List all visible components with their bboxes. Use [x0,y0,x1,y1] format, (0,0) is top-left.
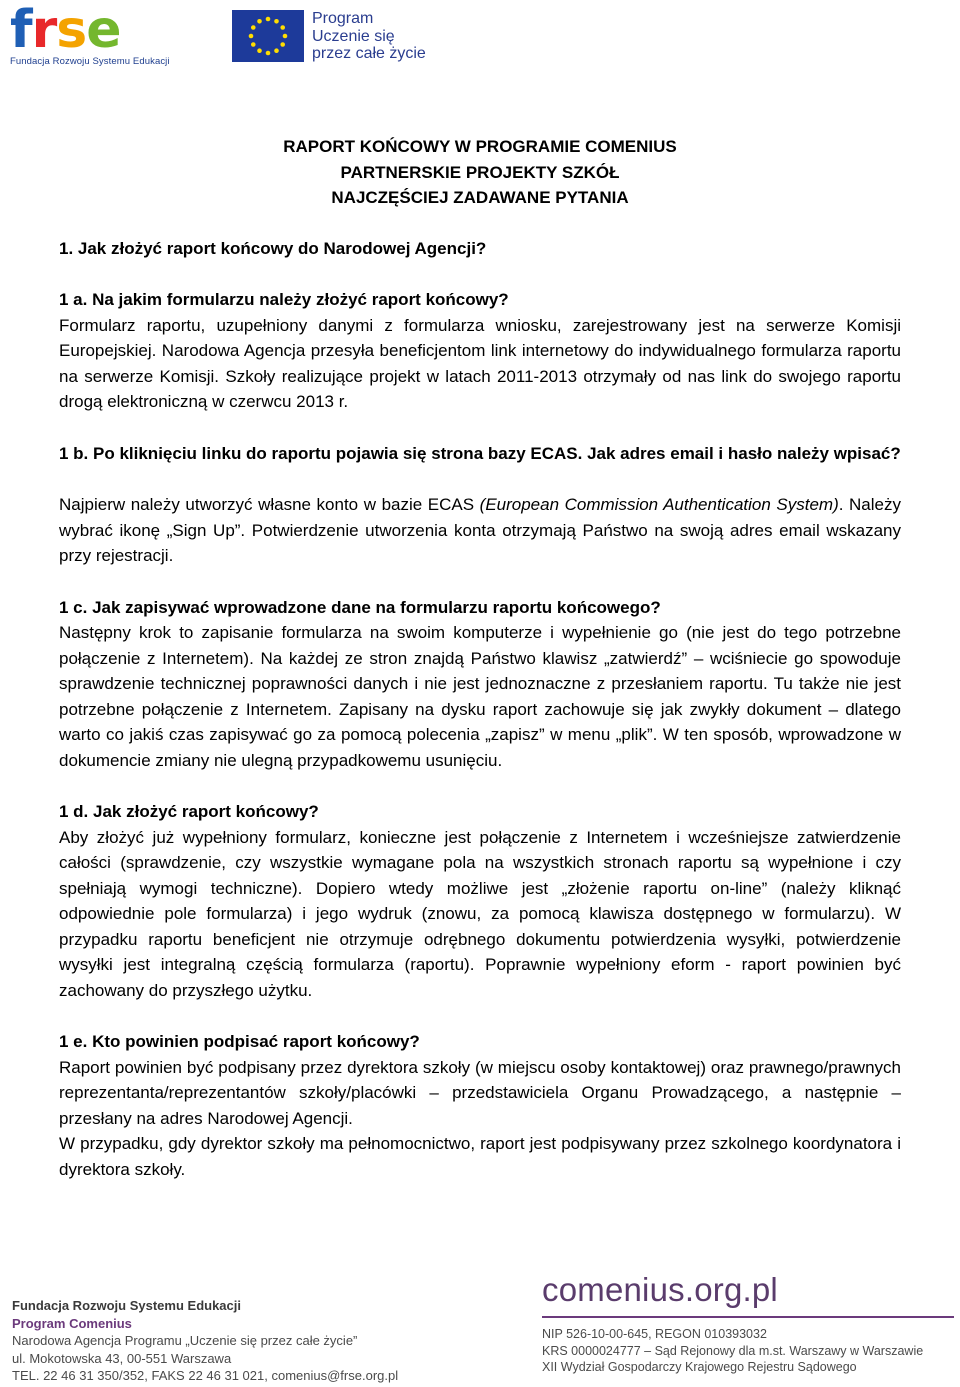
footer-registration [542,1270,954,1376]
title-line: RAPORT KOŃCOWY W PROGRAMIE COMENIUS [283,137,677,156]
document-body [59,134,901,1182]
eu-star-icon [280,42,285,47]
answer-1c: Następny krok to zapisanie formularza na swoim komputerze i wypełnienie go (nie jest do tego potrzebne połączenie z Internetem). Na każdej ze stron znajdą Państwo klawisz „zatwierdź” – wciśniecie go spowoduje sprawdzenie technicznej poprawności danych i nie jest jednoznaczne z przesłaniem raportu. Tu także nie jest potrzebne połączenie z Internetem. Zapisany na dysku raport zachowuje się jak zwykły dokument – dlatego warto co jakiś czas zapisywać go za pomocą polecenia „zapisz” w menu „plik”. W ten sposób, wprowadzone w dokumencie zmiany nie ulegną przypadkowemu usunięciu. [59,623,901,770]
document-title [59,134,901,211]
footer-agency: Narodowa Agencja Programu „Uczenie się przez całe życie” [12,1333,358,1348]
footer-contact [12,1297,398,1385]
frse-logo-mark: frse [10,0,121,60]
program-logo-text [312,10,426,63]
footer-phone-email: TEL. 22 46 31 350/352, FAKS 22 46 31 021, comenius@frse.org.pl [12,1368,399,1383]
title-line: PARTNERSKIE PROJEKTY SZKÓŁ [340,162,620,182]
answer-1a: Formularz raportu, uzupełniony danymi z formularza wniosku, zarejestrowany jest na serwerze Komisji Europejskiej. Narodowa Agencja przesyła beneficjentom link internetowy do indywidualnego formularza raportu na serwerze Komisji. Szkoły realizujące projekt w latach 2011-2013 otrzymały od nas link do swojego raportu drogą elektroniczną w czerwcu 2013 r. [59,315,901,411]
eu-flag-icon [232,10,304,62]
eu-star-icon [266,17,271,22]
question-1a: 1 a. Na jakim formularzu należy złożyć raport końcowy? [59,290,509,309]
question-1c: 1 c. Jak zapisywać wprowadzone dane na formularzu raportu końcowego? [59,597,661,617]
answer-1b [59,492,901,569]
footer-org-name: Fundacja Rozwoju Systemu Edukacji [12,1298,241,1313]
answer-1e-paragraph: Raport powinien być podpisany przez dyrektora szkoły (w miejscu osoby kontaktowej) oraz prawnego/prawnych reprezentanta/reprezentantów szkoły/placówki – przedstawiciela Organu Prowadzącego, a następnie – przesłany na adres Narodowej Agencji. [59,1057,901,1128]
question-1d: 1 d. Jak złożyć raport końcowy? [59,802,319,821]
question-1e: 1 e. Kto powinien podpisać raport końcowy? [59,1032,420,1051]
question-1b: 1 b. Po kliknięciu linku do raportu pojawia się strona bazy ECAS. Jak adres email i hasło należy wpisać? [59,443,901,463]
eu-star-icon [280,25,285,30]
eu-star-icon [266,51,271,56]
answer-1b-text: . Należy wybrać ikonę „Sign Up”. Potwierdzenie utworzenia konta otrzymają Państwo na swoją adres email wskazany przy rejestracji. [59,495,901,565]
section-heading: 1. Jak złożyć raport końcowy do Narodowej Agencji? [59,238,487,258]
program-logo-line: Program [312,10,374,27]
program-logo-line: Uczenie się [312,27,395,45]
answer-1b-italic: (European Commission Authentication System) [479,495,839,514]
footer-program-name: Program Comenius [12,1315,132,1331]
eu-star-icon [257,19,262,24]
frse-logo-subtitle: Fundacja Rozwoju Systemu Edukacji [10,56,170,67]
footer-court: XII Wydział Gospodarczy Krajowego Rejestru Sądowego [542,1360,857,1374]
program-logo-line: przez całe życie [312,45,426,62]
eu-star-icon [251,42,256,47]
footer-divider [542,1316,954,1318]
website-link[interactable]: comenius.org.pl [542,1271,778,1308]
answer-1d: Aby złożyć już wypełniony formularz, konieczne jest połączenie z Internetem i wcześniejsze zatwierdzenie całości (sprawdzenie, czy wszystkie wymagane pola na wszystkich stronach raportu są wypełnione i czy spełniają wymogi techniczne). Dopiero wtedy możliwe jest „złożenie raportu on-line” (należy kliknąć odpowiednie pole formularza) i jego wydruk (znowu, za pomocą klawisza dostępnego w formularzu). W przypadku raportu beneficjent nie otrzymuje odrębnego dokumentu potwierdzenia wysyłki, potwierdzenie wysyłki jest integralną częścią formularza (raportu). Poprawnie wypełniony eform - raport powinien być zachowany do przyszłego użytku. [59,827,901,1000]
footer-nip-regon: NIP 526-10-00-645, REGON 010393032 [542,1327,767,1341]
eu-star-icon [274,48,279,53]
program-logo [232,10,472,66]
eu-star-icon [249,34,254,39]
frse-logo [10,0,170,68]
answer-1b-text: Najpierw należy utworzyć własne konto w bazie ECAS [59,495,480,514]
footer-krs: KRS 0000024777 – Sąd Rejonowy dla m.st. Warszawy w Warszawie [542,1343,924,1358]
answer-1e-paragraph: W przypadku, gdy dyrektor szkoły ma pełnomocnictwo, raport jest podpisywany przez szkolnego koordynatora i dyrektora szkoły. [59,1134,901,1179]
title-line: NAJCZĘŚCIEJ ZADAWANE PYTANIA [331,188,629,207]
footer-address: ul. Mokotowska 43, 00-551 Warszawa [12,1350,232,1366]
eu-star-icon [283,34,288,39]
eu-star-icon [257,48,262,53]
eu-star-icon [251,25,256,30]
eu-star-icon [274,19,279,24]
